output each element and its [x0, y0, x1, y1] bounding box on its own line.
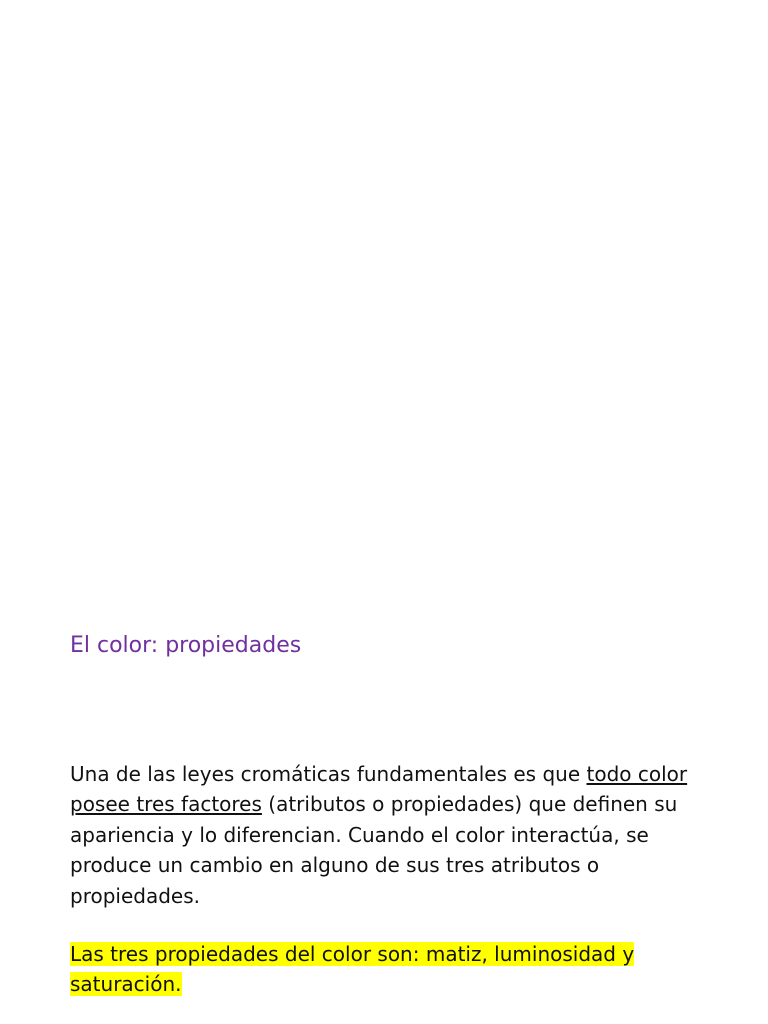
highlighted-paragraph — [70, 939, 700, 1000]
body-paragraph — [70, 759, 700, 911]
highlighted-text: Las tres propiedades del color son: matiz, luminosidad y saturación. — [70, 942, 635, 997]
underlined-phrase: todo color posee tres factores — [70, 762, 688, 817]
paragraph-text-start: Una de las leyes cromáticas fundamentales es que — [70, 762, 587, 786]
paragraph-text-end: (atributos o propiedades) que definen su apariencia y lo diferencian. Cuando el color interactúa, se produce un cambio en alguno de sus tres atributos o propiedades. — [70, 792, 678, 908]
section-heading: El color: propiedades — [70, 633, 302, 658]
